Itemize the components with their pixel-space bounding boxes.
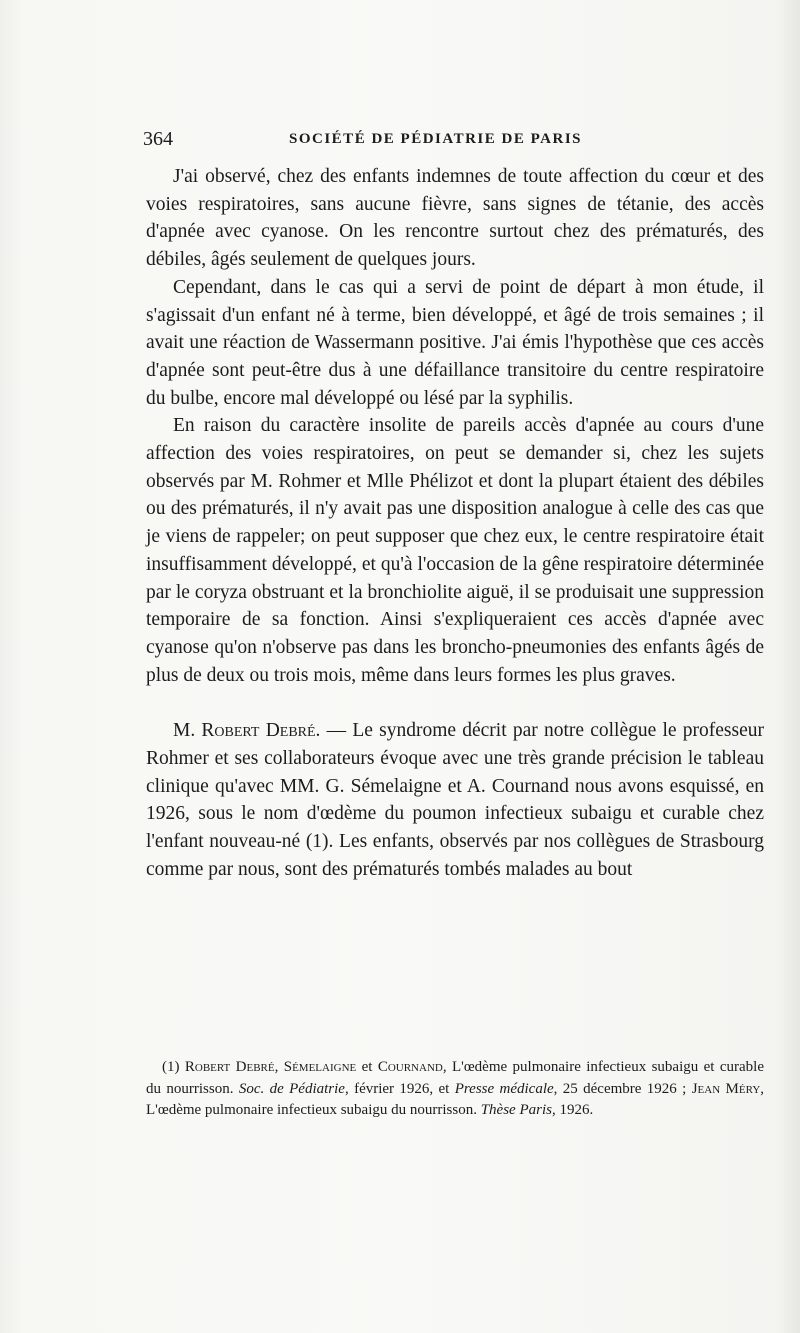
footnote-number: (1) (162, 1059, 185, 1075)
footnote-author-3: Cournand (377, 1059, 443, 1075)
footnote-text-5: , 1926. (551, 1102, 594, 1118)
footnote-author-4: Jean Méry (691, 1080, 761, 1097)
page-header (143, 128, 603, 154)
speaker-name: M. Robert Debré. (173, 720, 321, 742)
running-title: SOCIÉTÉ DE PÉDIATRIE DE PARIS (289, 131, 582, 147)
footnote-and: et (356, 1059, 378, 1075)
footnotes (146, 1057, 764, 1122)
paragraph-3: En raison du caractère insolite de pareils accès d'apnée au cours d'une affection des voies respiratoires, on peut se demander si, chez les sujets observés par M. Rohmer et Mlle Phélizot et dont la plupart étaient des débiles ou des prématurés, il n'y avait pas une disposition analogue à celle des cas que je viens de rappeler; on peut supposer que chez eux, le centre respiratoire était insuffisamment développé, et qu'à l'occasion de la gêne respiratoire déterminée par le coryza obstruant et la bronchiolite aiguë, il se produisait une suppression temporaire de sa fonction. Ainsi s'expliqueraient ces accès d'apnée avec cyanose qu'on n'observe pas dans les broncho-pneumonies des enfants âgés de plus de deux ou trois mois, même dans leurs formes les plus graves. (146, 415, 764, 686)
footnote-text-3: , 25 décembre 1926 ; (553, 1080, 692, 1097)
footnote-journal-1: Soc. de Pédiatrie (238, 1080, 345, 1097)
body-text (146, 163, 764, 884)
paragraph-1: J'ai observé, chez des enfants indemnes de toute affection du cœur et des voies respiratoires, sans aucune fièvre, sans signes de tétanie, des accès d'apnée avec cyanose. On les rencontre surtout chez des prématurés, des débiles, âgés seulement de quelques jours. (146, 166, 764, 271)
paragraph-4-text: — Le syndrome décrit par notre collègue le professeur Rohmer et ses collaborateurs évoque avec une très grande précision le tableau clinique qu'avec MM. G. Sémelaigne et A. Cournand nous avons esquissé, en 1926, sous le nom d'œdème du poumon infectieux subaigu et curable chez l'enfant nouveau-né (1). Les enfants, observés par nos collègues de Strasbourg comme par nous, sont des prématurés tombés malades au bout (146, 720, 764, 880)
footnote-1 (146, 1057, 764, 1122)
footnote-text-4: , L'œdème pulmonaire infectieux subaigu du nourrisson. (146, 1080, 765, 1118)
paragraph-gap (146, 689, 764, 717)
footnote-text-1: , L'œdème pulmonaire infectieux subaigu et curable du nourrisson. (146, 1059, 764, 1097)
paragraph-2: Cependant, dans le cas qui a servi de point de départ à mon étude, il s'agissait d'un enfant né à terme, bien développé, et âgé de trois semaines ; il avait une réaction de Wassermann positive. J'ai émis l'hypothèse que ces accès d'apnée sont peut-être dus à une défaillance transitoire du centre respiratoire du bulbe, encore mal développé ou lésé par la syphilis. (146, 276, 764, 409)
footnote-journal-2: Presse médicale (454, 1080, 554, 1097)
footnote-authors: Robert Debré, Sémelaigne (184, 1059, 357, 1075)
page-number: 364 (143, 128, 173, 150)
paragraph-4 (146, 717, 764, 883)
footnote-thesis: Thèse Paris (480, 1102, 552, 1118)
footnote-text-2: , février 1926, et (344, 1080, 455, 1097)
